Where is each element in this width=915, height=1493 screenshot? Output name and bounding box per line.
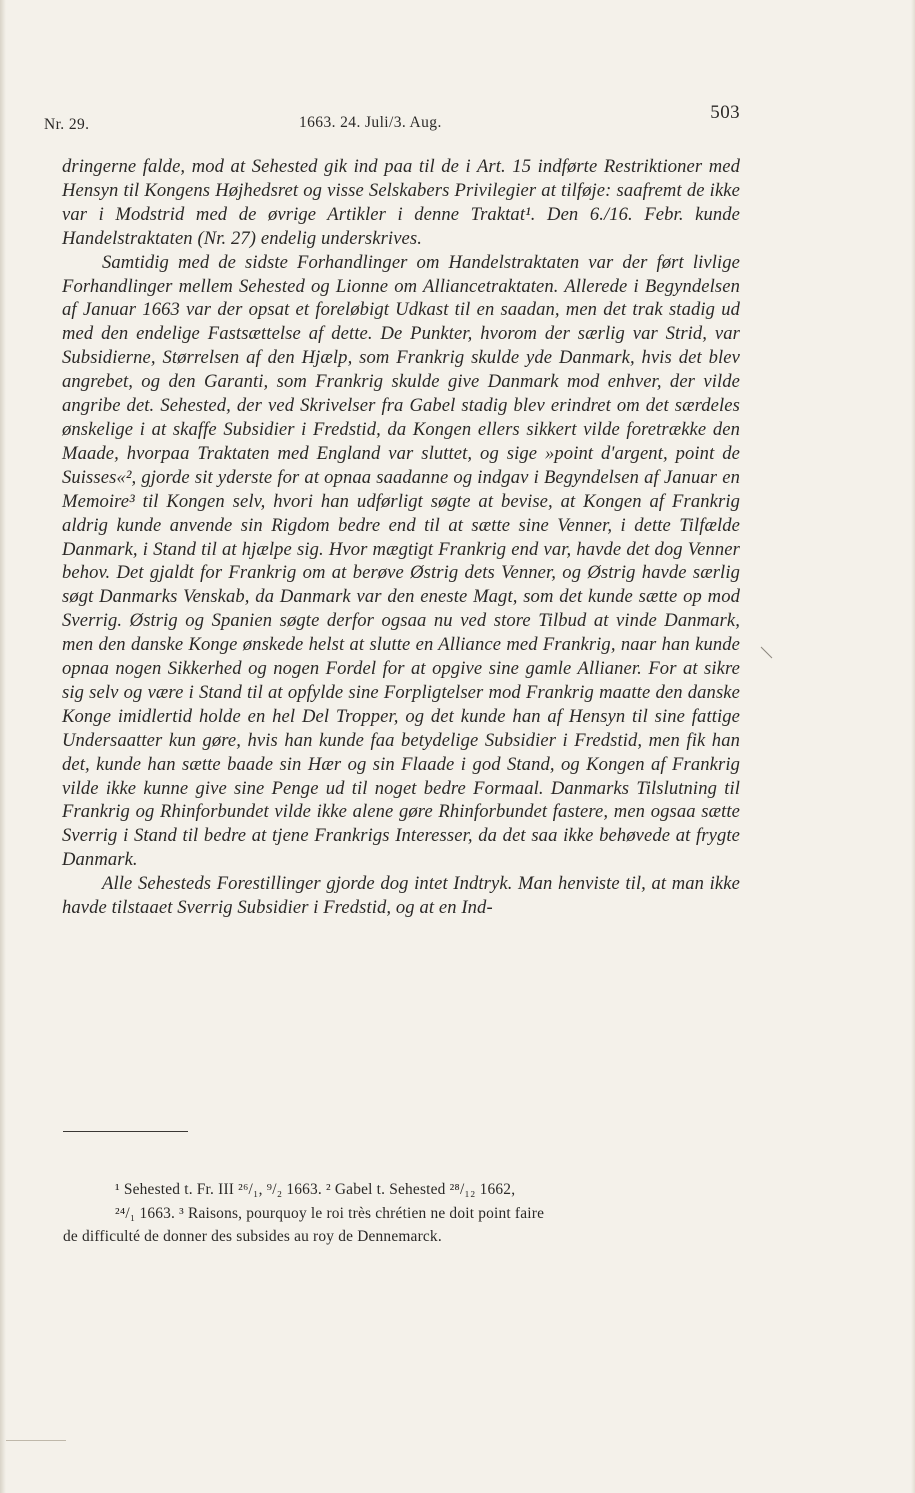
running-header bbox=[44, 102, 740, 142]
footnote-divider bbox=[63, 1131, 188, 1132]
paragraph-1: dringerne falde, mod at Sehested gik ind paa til de i Art. 15 indførte Restriktioner med Hensyn til Kongens Højhedsret og visse Selskabers Privilegier at tilføje: saafremt de ikke var i Modstrid med de øvrige Artikler i denne Traktat¹. Den 6./16. Febr. kunde Handelstraktaten (Nr. 27) endelig underskrives. bbox=[62, 156, 740, 249]
page-number: 503 bbox=[710, 102, 740, 123]
document-number: Nr. 29. bbox=[44, 116, 90, 133]
paragraph-3: Alle Sehesteds Forestillinger gjorde dog intet Indtryk. Man henviste til, at man ikke havde tilstaaet Sverrig Subsidier i Fredstid, og at en Ind- bbox=[62, 873, 740, 919]
page-edge-left bbox=[0, 0, 6, 1493]
margin-pencil-mark bbox=[760, 646, 774, 660]
sheet-edge-mark bbox=[6, 1440, 66, 1441]
page-edge-right bbox=[911, 0, 915, 1493]
footnote-line-3: de difficulté de donner des subsides au roy de Dennemarck. bbox=[63, 1228, 442, 1245]
header-date: 1663. 24. Juli/3. Aug. bbox=[299, 114, 442, 131]
footnotes bbox=[63, 1178, 741, 1249]
paragraph-2: Samtidig med de sidste Forhandlinger om Handelstraktaten var der ført livlige Forhandlinger mellem Sehested og Lionne om Alliancetraktaten. Allerede i Begyndelsen af Januar 1663 var der opsat et foreløbigt Udkast til en saadan, men det trak stadig ud med den endelige Fastsættelse af dette. De Punkter, hvorom der særlig var Strid, var Subsidierne, Størrelsen af den Hjælp, som Frankrig skulde yde Danmark, hvis det blev angrebet, og den Garanti, som Frankrig skulde give Danmark mod enhver, der vilde angribe det. Sehested, der ved Skrivelser fra Gabel stadig blev erindret om det særdeles ønskelige i at skaffe Subsidier i Fredstid, da Kongen ellers sikkert vilde foretrække den Maade, hvorpaa Traktaten med England var sluttet, og sige »point d'argent, point de Suisses«², gjorde sit yderste for at opnaa saadanne og indgav i Begyndelsen af Januar en Memoire³ til Kongen selv, hvori han udførligt søgte at bevise, at Kongen af Frankrig aldrig kunde anvende sin Rigdom bedre end til at sætte sine Venner, i dette Tilfælde Danmark, i Stand til at hjælpe sig. Hvor mægtigt Frankrig end var, havde det dog Venner behov. Det gjaldt for Frankrig om at berøve Østrig dets Venner, og Østrig havde særlig søgt Danmarks Venskab, da Danmark var den eneste Magt, som det kunde sætte op mod Sverrig. Østrig og Spanien søgte derfor ogsaa nu ved store Tilbud at vinde Danmark, men den danske Konge ønskede helst at slutte en Alliance med Frankrig, naar han kunde opnaa nogen Sikkerhed og nogen Fordel for at opgive sine gamle Allianer. For at sikre sig selv og være i Stand til at opfylde sine Forpligtelser mod Frankrig maatte den danske Konge imidlertid holde en hel Del Tropper, og det kunde han af Hensyn til sine fattige Undersaatter kun gøre, hvis han kunde faa betydelige Subsidier i Fredstid, men fik han det, kunde han sætte baade sin Hær og sin Flaade i god Stand, og Kongen af Frankrig vilde ikke kunne give sine Penge ud til noget bedre Formaal. Danmarks Tilslutning til Frankrig og Rhinforbundet vilde ikke alene gøre Rhinforbundet fastere, men ogsaa sætte Sverrig i Stand til bedre at tjene Frankrigs Interesser, da det saa ikke behøvede at frygte Danmark. bbox=[62, 251, 740, 871]
main-text bbox=[62, 155, 740, 920]
footnote-line-1: ¹ Sehested t. Fr. III ²⁶/₁, ⁹/₂ 1663. ² Gabel t. Sehested ²⁸/₁₂ 1662, bbox=[115, 1181, 516, 1198]
footnote-line-2: ²⁴/₁ 1663. ³ Raisons, pourquoy le roi très chrétien ne doit point faire bbox=[115, 1204, 545, 1222]
